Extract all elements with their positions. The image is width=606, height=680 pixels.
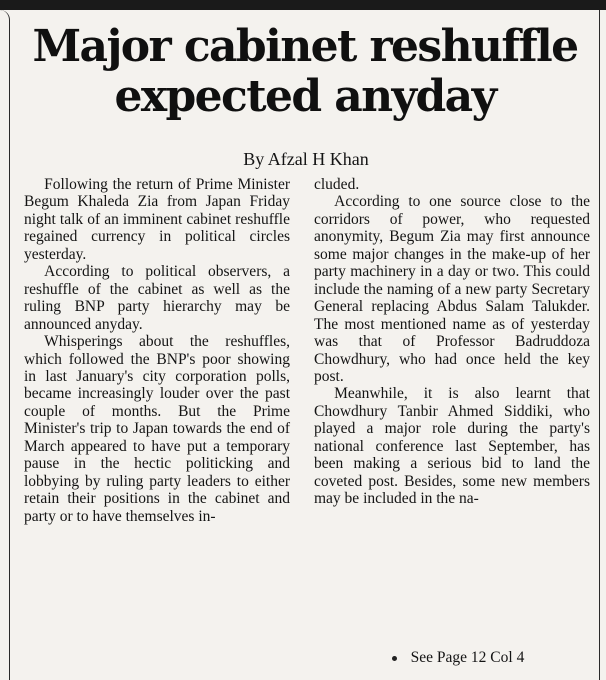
headline-line-2: expected anyday <box>114 71 496 122</box>
paragraph-continuation: cluded. <box>314 176 360 193</box>
jump-line-text: See Page 12 Col 4 <box>410 649 525 666</box>
left-column-rule <box>0 10 10 680</box>
bullet-icon <box>392 656 397 661</box>
paragraph: Following the return of Prime Minister Begum Khaleda Zia from Japan Friday night talk of an imminent cabinet reshuffle regained currency in political circles yesterday. <box>24 176 290 263</box>
paragraph: Whisperings about the reshuffles, which followed the BNP's poor showing in last January's city corporation polls, became increasingly louder over the past couple of months. But the Prime Minister's trip to Japan towards the end of March appeared to have put a temporary pause in the hectic politicking and lobbying by ruling party leaders to either retain their positions in the cabinet and party or to have themselves in- <box>24 333 290 525</box>
byline: By Afzal H Khan <box>243 149 369 169</box>
paragraph: According to political observers, a reshuffle of the cabinet as well as the ruling BNP party hierarchy may be announced anyday. <box>24 263 290 333</box>
headline <box>18 22 592 122</box>
right-column-rule <box>599 10 606 680</box>
left-column <box>24 176 290 525</box>
headline-line-1: Major cabinet reshuffle <box>32 21 578 72</box>
right-column <box>314 176 590 508</box>
jump-line <box>330 649 586 667</box>
paragraph: Meanwhile, it is also learnt that Chowdhury Tanbir Ahmed Siddiki, who played a major role during the party's national conference last September, has been making a serious bid to land the coveted post. Besides, some new members may be included in the na- <box>314 385 590 508</box>
paragraph: According to one source close to the corridors of power, who requested anonymity, Begum Zia may first announce some major changes in the make-up of her party machinery in a day or two. This could include the naming of a new party Secretary General replacing Abdus Salam Talukder. The most mentioned name as of yesterday was that of Professor Badruddoza Chowdhury, who had once held the key post. <box>314 193 590 385</box>
top-border <box>0 0 606 10</box>
